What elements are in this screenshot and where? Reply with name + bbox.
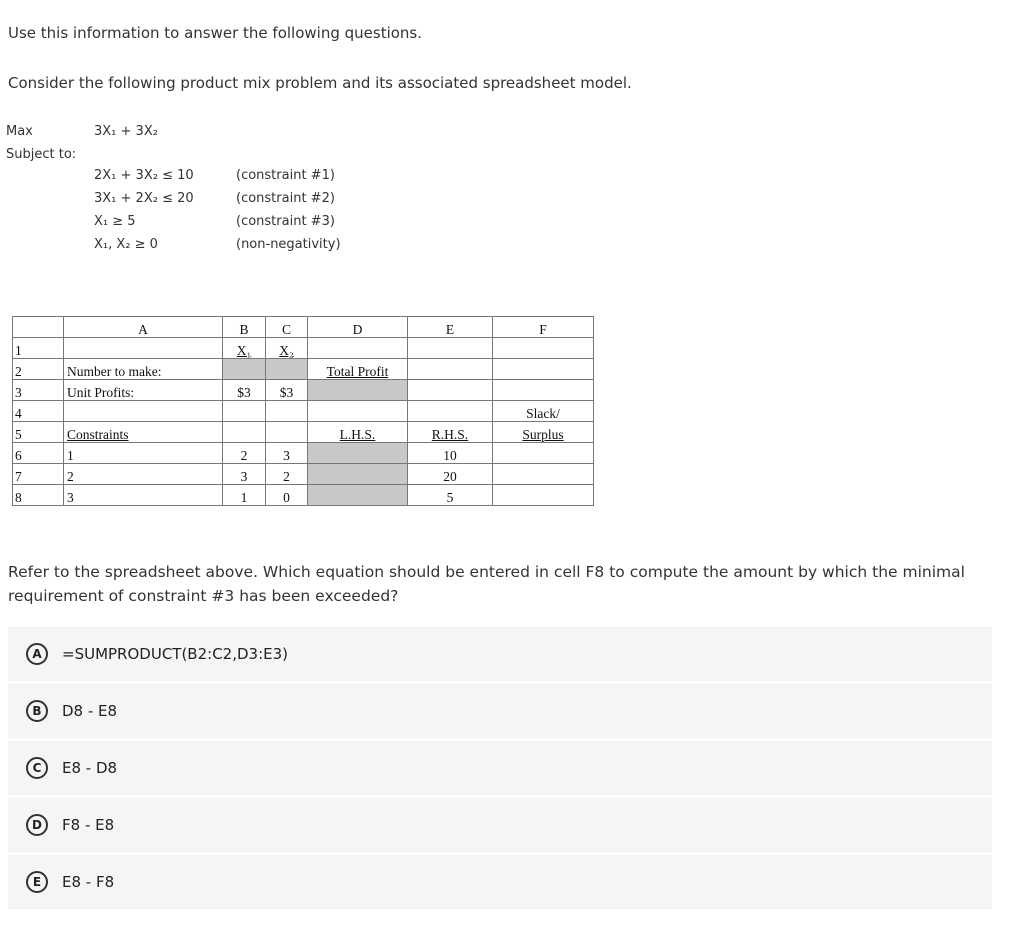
constraint-2-expr: 3X₁ + 2X₂ ≤ 20 [94, 191, 194, 206]
intro-line-1: Use this information to answer the following questions. [8, 24, 423, 42]
cell-c7: 2 [266, 464, 308, 485]
row-number: 1 [13, 338, 64, 359]
cell-c1: X₂ [266, 338, 308, 359]
cell-f6 [493, 443, 594, 464]
intro-line-2: Consider the following product mix problem and its associated spreadsheet model. [8, 74, 632, 92]
row-number: 3 [13, 380, 64, 401]
cell-d7 [308, 464, 408, 485]
cell-f2 [493, 359, 594, 380]
col-header-b: B [223, 317, 266, 338]
constraint-3-note: (constraint #3) [236, 214, 335, 229]
objective-function: 3X₁ + 3X₂ [94, 124, 158, 139]
cell-a1 [64, 338, 223, 359]
cell-d1 [308, 338, 408, 359]
row-number: 2 [13, 359, 64, 380]
cell-a4 [64, 401, 223, 422]
cell-c5 [266, 422, 308, 443]
non-negativity-expr: X₁, X₂ ≥ 0 [94, 237, 158, 252]
cell-b6: 2 [223, 443, 266, 464]
col-header-e: E [408, 317, 493, 338]
constraint-1-expr: 2X₁ + 3X₂ ≤ 10 [94, 168, 194, 183]
cell-e4 [408, 401, 493, 422]
option-letter-badge: D [26, 814, 48, 836]
cell-f8 [493, 485, 594, 506]
corner-cell [13, 317, 64, 338]
cell-e2 [408, 359, 493, 380]
option-letter-badge: B [26, 700, 48, 722]
cell-f4: Slack/ [493, 401, 594, 422]
cell-d6 [308, 443, 408, 464]
cell-b4 [223, 401, 266, 422]
row-number: 7 [13, 464, 64, 485]
subject-to-label: Subject to: [6, 147, 77, 162]
column-header-row [13, 317, 594, 338]
option-text: =SUMPRODUCT(B2:C2,D3:E3) [62, 645, 288, 663]
cell-b3: $3 [223, 380, 266, 401]
constraint-2-note: (constraint #2) [236, 191, 335, 206]
cell-e8: 5 [408, 485, 493, 506]
cell-f1 [493, 338, 594, 359]
cell-f7 [493, 464, 594, 485]
cell-a8: 3 [64, 485, 223, 506]
sheet-row-1 [13, 338, 594, 359]
row-number: 8 [13, 485, 64, 506]
cell-c6: 3 [266, 443, 308, 464]
sheet-row-4 [13, 401, 594, 422]
spreadsheet-model [12, 316, 594, 506]
option-text: E8 - D8 [62, 759, 118, 777]
cell-c3: $3 [266, 380, 308, 401]
cell-b2 [223, 359, 266, 380]
cell-e5: R.H.S. [408, 422, 493, 443]
sheet-row-6 [13, 443, 594, 464]
cell-d4 [308, 401, 408, 422]
row-number: 5 [13, 422, 64, 443]
cell-d2: Total Profit [308, 359, 408, 380]
cell-c4 [266, 401, 308, 422]
question-text: Refer to the spreadsheet above. Which equation should be entered in cell F8 to compute the amount by which the minimal requirement of constraint #3 has been exceeded? [8, 563, 965, 605]
sheet-row-2 [13, 359, 594, 380]
cell-a7: 2 [64, 464, 223, 485]
answer-option-a[interactable] [8, 627, 992, 681]
sheet-row-3 [13, 380, 594, 401]
cell-a5: Constraints [64, 422, 223, 443]
constraint-1-note: (constraint #1) [236, 168, 335, 183]
non-negativity-note: (non-negativity) [236, 237, 341, 252]
cell-e1 [408, 338, 493, 359]
cell-f5: Surplus [493, 422, 594, 443]
col-header-c: C [266, 317, 308, 338]
row-number: 4 [13, 401, 64, 422]
option-letter-badge: A [26, 643, 48, 665]
answer-option-d[interactable] [8, 798, 992, 852]
cell-e3 [408, 380, 493, 401]
cell-a3: Unit Profits: [64, 380, 223, 401]
cell-c2 [266, 359, 308, 380]
cell-f3 [493, 380, 594, 401]
cell-b5 [223, 422, 266, 443]
cell-e6: 10 [408, 443, 493, 464]
cell-d3 [308, 380, 408, 401]
answer-option-c[interactable] [8, 741, 992, 795]
constraint-3-expr: X₁ ≥ 5 [94, 214, 136, 229]
sheet-row-7 [13, 464, 594, 485]
cell-a6: 1 [64, 443, 223, 464]
cell-e7: 20 [408, 464, 493, 485]
answer-option-e[interactable] [8, 855, 992, 909]
cell-d5: L.H.S. [308, 422, 408, 443]
option-text: E8 - F8 [62, 873, 115, 891]
answer-option-b[interactable] [8, 684, 992, 738]
option-text: D8 - E8 [62, 702, 118, 720]
option-text: F8 - E8 [62, 816, 115, 834]
col-header-a: A [64, 317, 223, 338]
col-header-f: F [493, 317, 594, 338]
cell-b8: 1 [223, 485, 266, 506]
cell-c8: 0 [266, 485, 308, 506]
col-header-d: D [308, 317, 408, 338]
max-label: Max [6, 124, 33, 139]
cell-d8 [308, 485, 408, 506]
sheet-row-5 [13, 422, 594, 443]
cell-b1: X₁ [223, 338, 266, 359]
cell-a2: Number to make: [64, 359, 223, 380]
option-letter-badge: C [26, 757, 48, 779]
cell-b7: 3 [223, 464, 266, 485]
row-number: 6 [13, 443, 64, 464]
sheet-row-8 [13, 485, 594, 506]
option-letter-badge: E [26, 871, 48, 893]
